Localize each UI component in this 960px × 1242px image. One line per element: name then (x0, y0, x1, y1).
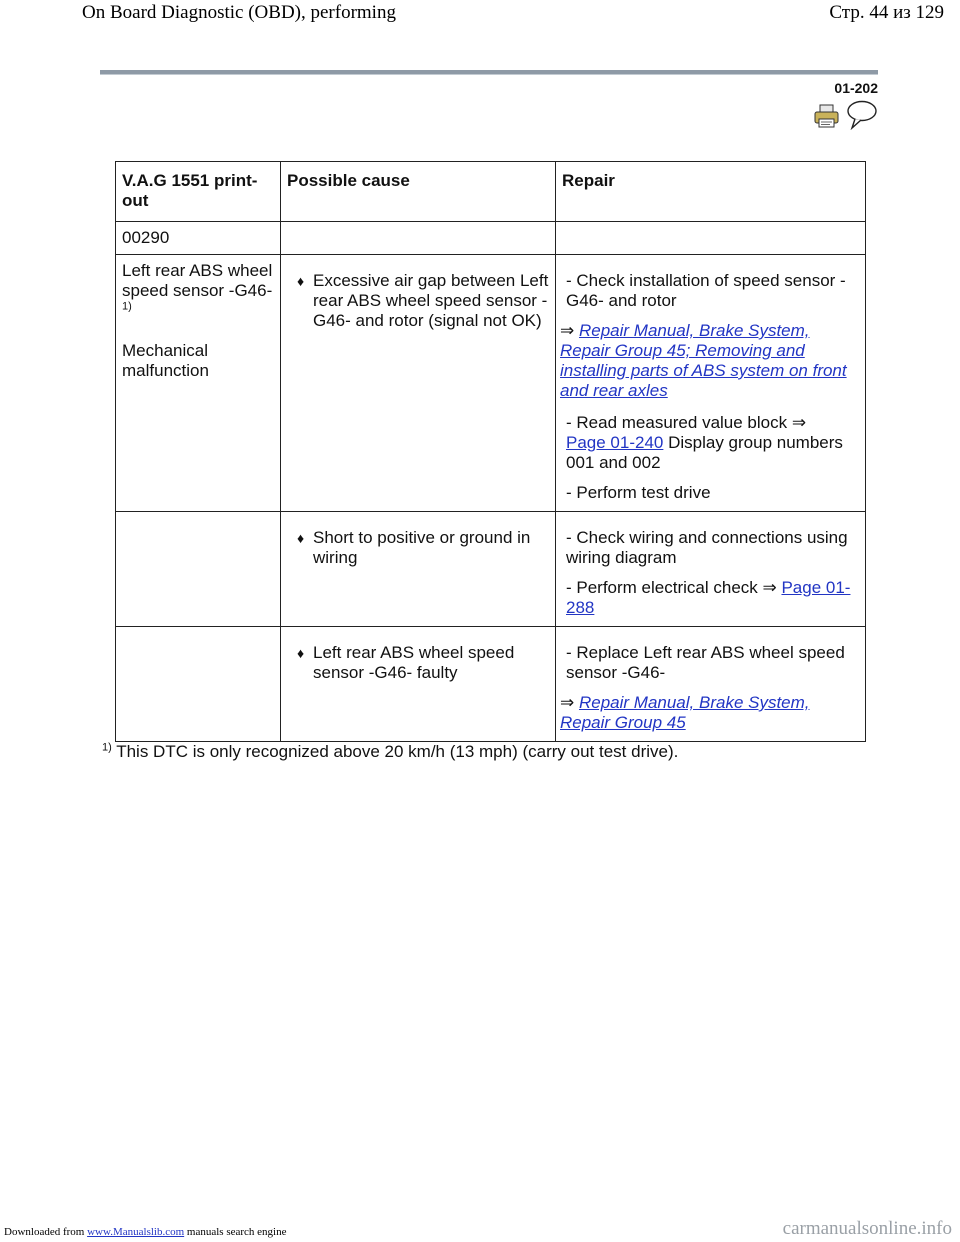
header-rule (100, 70, 878, 75)
download-note (4, 1226, 286, 1238)
window-title: On Board Diagnostic (OBD), performing (82, 2, 396, 23)
repair-manual-link[interactable]: Repair Manual, Brake System, Repair Group 45 (560, 693, 810, 732)
empty-cell (116, 512, 281, 627)
cause-text: Left rear ABS wheel speed sensor -G46- faulty (313, 643, 515, 682)
repair-step: - Check installation of speed sensor -G46- and rotor (566, 271, 846, 310)
arrow-icon: ⇒ (560, 693, 575, 712)
diagnostic-table (115, 161, 866, 742)
repair-manual-link[interactable]: Repair Manual, Brake System, Repair Group 45; Removing and installing parts of ABS system on front and rear axles (560, 321, 847, 400)
table-header-row (116, 162, 866, 222)
repair-step: - Replace Left rear ABS wheel speed sensor -G46- (566, 643, 845, 682)
header-printout: V.A.G 1551 print-out (116, 162, 281, 222)
page-link[interactable]: Page 01-288 (566, 578, 851, 617)
page-link[interactable]: Page 01-240 (566, 433, 664, 452)
diamond-bullet-icon: ♦ (297, 530, 305, 546)
header-cause: Possible cause (281, 162, 556, 222)
component-name: Left rear ABS wheel speed sensor -G46- (122, 261, 273, 300)
footnote-mark: 1) (102, 741, 112, 754)
fault-code: 00290 (116, 222, 281, 255)
table-row (116, 512, 866, 627)
diamond-bullet-icon: ♦ (297, 645, 305, 661)
repair-cell (556, 512, 866, 627)
repair-step-text: - Read measured value block ⇒ (566, 413, 807, 432)
page-number: 01-202 (834, 80, 878, 96)
repair-step (562, 578, 859, 618)
cause-text: Excessive air gap between Left rear ABS wheel speed sensor -G46- and rotor (signal not OK) (313, 271, 549, 330)
component-fault: Mechanical malfunction (122, 341, 209, 380)
arrow-icon: ⇒ (560, 321, 575, 340)
repair-cell (556, 255, 866, 512)
footnote-ref: 1) (122, 300, 132, 313)
cause-text: Short to positive or ground in wiring (313, 528, 531, 567)
site-link[interactable]: www.Manualslib.com (87, 1226, 185, 1238)
footnote-text: This DTC is only recognized above 20 km/h (13 mph) (carry out test drive). (111, 742, 679, 761)
component-cell (116, 255, 281, 512)
empty-cell (116, 627, 281, 742)
empty-cell (556, 222, 866, 255)
watermark: carmanualsonline.info (782, 1218, 952, 1239)
speech-bubble-icon[interactable] (846, 100, 878, 130)
download-prefix: Downloaded from (4, 1226, 88, 1238)
repair-step: - Perform test drive (566, 483, 711, 502)
empty-cell (281, 222, 556, 255)
table-row (116, 627, 866, 742)
diamond-bullet-icon: ♦ (297, 273, 305, 289)
page-counter: Стр. 44 из 129 (829, 2, 944, 23)
cause-cell (281, 627, 556, 742)
footnote (102, 742, 678, 762)
repair-step (562, 413, 859, 473)
download-suffix: manuals search engine (184, 1226, 287, 1238)
repair-cell (556, 627, 866, 742)
repair-step-text: - Perform electrical check ⇒ (566, 578, 782, 597)
cause-cell (281, 255, 556, 512)
repair-step-text: Display group numbers 001 and 002 (566, 433, 843, 472)
cause-cell (281, 512, 556, 627)
table-row (116, 255, 866, 512)
header-repair: Repair (556, 162, 866, 222)
table-row (116, 222, 866, 255)
printer-icon[interactable] (814, 104, 840, 128)
repair-step: - Check wiring and connections using wiring diagram (566, 528, 848, 567)
